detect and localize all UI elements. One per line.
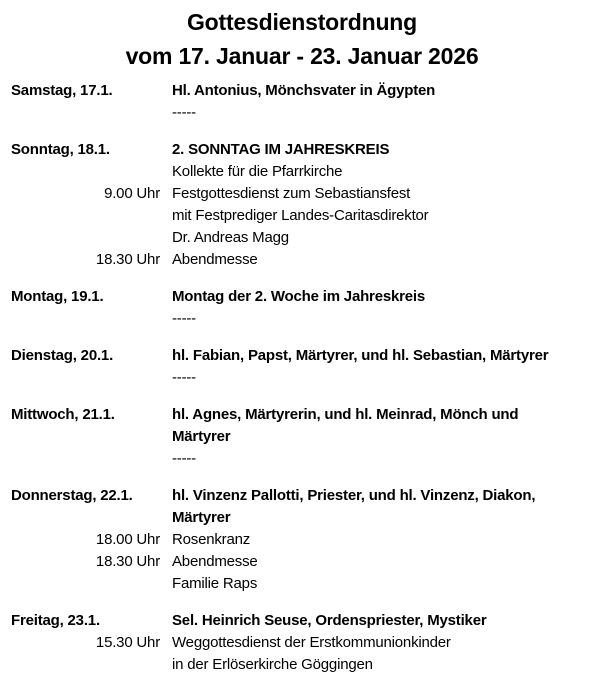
schedule-entry [0, 139, 604, 271]
day-label: Mittwoch, 21.1. [11, 406, 115, 423]
event-text: Festgottesdienst zum Sebastiansfest [172, 185, 411, 202]
schedule-entry [0, 404, 604, 470]
entry-row [0, 80, 604, 102]
entry-row [0, 529, 604, 551]
event-text: Abendmesse [172, 553, 258, 570]
event-text: Märtyrer [172, 428, 231, 445]
day-label: Donnerstag, 22.1. [11, 487, 133, 504]
event-text: Weggottesdienst der Erstkommunionkinder [172, 634, 451, 651]
entry-row [0, 551, 604, 573]
entry-row [0, 632, 604, 654]
event-text: 2. SONNTAG IM JAHRESKREIS [172, 141, 390, 158]
entry-row [0, 448, 604, 470]
event-text: Märtyrer [172, 509, 231, 526]
time-label: 9.00 Uhr [104, 185, 160, 202]
entry-row [0, 345, 604, 367]
entry-row [0, 573, 604, 595]
entry-row [0, 286, 604, 308]
entry-row [0, 139, 604, 161]
left-column-cell [11, 610, 160, 632]
left-column-cell [11, 183, 160, 205]
left-column-cell [11, 102, 160, 124]
left-column-cell [11, 80, 160, 102]
entry-row [0, 426, 604, 448]
left-column-cell [11, 308, 160, 330]
page-title: Gottesdienstordnung [186, 9, 418, 35]
entry-row [0, 308, 604, 330]
schedule [0, 80, 604, 676]
left-column-cell [11, 573, 160, 595]
day-label: Montag, 19.1. [11, 288, 104, 305]
event-text: mit Festprediger Landes-Caritasdirektor [172, 207, 429, 224]
left-column-cell [11, 161, 160, 183]
event-text: Kollekte für die Pfarrkirche [172, 163, 343, 180]
schedule-entry [0, 485, 604, 595]
event-text: hl. Fabian, Papst, Märtyrer, und hl. Sebastian, Märtyrer [172, 347, 549, 364]
left-column-cell [11, 485, 160, 507]
day-label: Samstag, 17.1. [11, 82, 113, 99]
left-column-cell [11, 367, 160, 389]
entry-row [0, 183, 604, 205]
entry-row [0, 610, 604, 632]
entry-row [0, 367, 604, 389]
entry-row [0, 507, 604, 529]
event-text: Hl. Antonius, Mönchsvater in Ägypten [172, 82, 436, 99]
left-column-cell [11, 654, 160, 676]
event-text: Rosenkranz [172, 531, 251, 548]
schedule-entry [0, 610, 604, 676]
separator-dashes: ----- [172, 369, 196, 386]
event-text: hl. Agnes, Märtyrerin, und hl. Meinrad, Mönch und [172, 406, 519, 423]
separator-dashes: ----- [172, 104, 196, 121]
separator-dashes: ----- [172, 310, 196, 327]
event-text: Familie Raps [172, 575, 258, 592]
entry-row [0, 102, 604, 124]
entry-row [0, 249, 604, 271]
time-label: 18.30 Uhr [95, 251, 160, 268]
time-label: 18.30 Uhr [95, 553, 160, 570]
entry-row [0, 205, 604, 227]
left-column-cell [11, 205, 160, 227]
page-subtitle: vom 17. Januar - 23. Januar 2026 [125, 43, 479, 69]
time-label: 18.00 Uhr [95, 531, 160, 548]
day-label: Sonntag, 18.1. [11, 141, 110, 158]
left-column-cell [11, 139, 160, 161]
day-label: Freitag, 23.1. [11, 612, 100, 629]
event-text: Montag der 2. Woche im Jahreskreis [172, 288, 426, 305]
left-column-cell [11, 551, 160, 573]
entry-row [0, 654, 604, 676]
event-text: Abendmesse [172, 251, 258, 268]
schedule-entry [0, 80, 604, 124]
schedule-entry [0, 286, 604, 330]
left-column-cell [11, 507, 160, 529]
day-label: Dienstag, 20.1. [11, 347, 114, 364]
separator-dashes: ----- [172, 450, 196, 467]
event-text: Sel. Heinrich Seuse, Ordenspriester, Mystiker [172, 612, 487, 629]
entry-row [0, 485, 604, 507]
left-column-cell [11, 632, 160, 654]
left-column-cell [11, 227, 160, 249]
left-column-cell [11, 249, 160, 271]
left-column-cell [11, 529, 160, 551]
event-text: in der Erlöserkirche Göggingen [172, 656, 373, 673]
left-column-cell [11, 426, 160, 448]
event-text: Dr. Andreas Magg [172, 229, 289, 246]
left-column-cell [11, 345, 160, 367]
entry-row [0, 404, 604, 426]
entry-row [0, 227, 604, 249]
document-header [0, 0, 604, 73]
left-column-cell [11, 404, 160, 426]
schedule-entry [0, 345, 604, 389]
left-column-cell [11, 286, 160, 308]
event-text: hl. Vinzenz Pallotti, Priester, und hl. Vinzenz, Diakon, [172, 487, 536, 504]
left-column-cell [11, 448, 160, 470]
time-label: 15.30 Uhr [95, 634, 160, 651]
entry-row [0, 161, 604, 183]
